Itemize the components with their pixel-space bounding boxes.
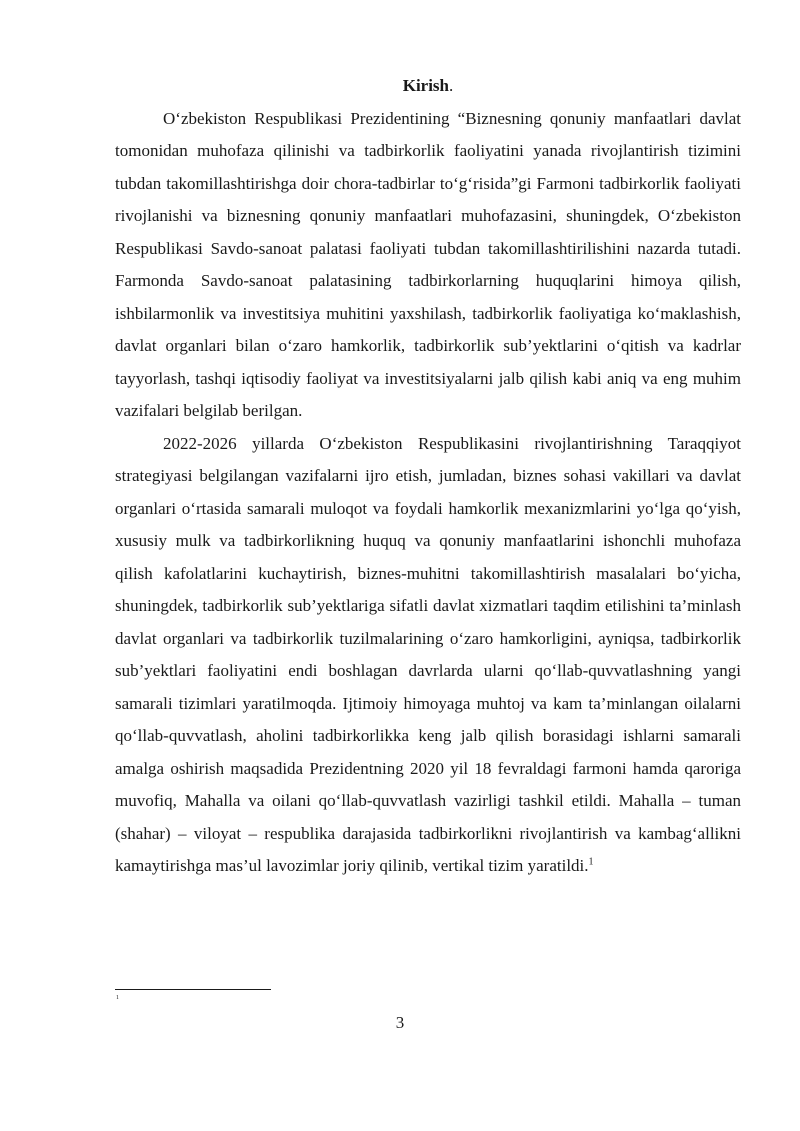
paragraph-2 [115, 428, 741, 883]
section-heading [115, 70, 741, 103]
page-number: 3 [395, 1013, 405, 1032]
paragraph-1: O‘zbekiston Respublikasi Prezidentining “Biznesning qonuniy manfaatlari davlat tomonidan muhofaza qilinishi va tadbirkorlik faoliyatini yanada rivojlantirish tizimini tubdan takomillashtirishga doir chora-tadbirlar to‘g‘risida”gi Farmoni tadbirkorlik faoliyati rivojlanishi va biznesning qonuniy manfaatlari muhofazasini, shuningdek, O‘zbekiston Respublikasi Savdo-sanoat palatasi faoliyati tubdan takomillashtirilishini nazarda tutadi. Farmonda Savdo-sanoat palatasining tadbirkorlarning huquqlarini himoya qilish, ishbilarmonlik va investitsiya muhitini yaxshilash, tadbirkorlik faoliyatiga ko‘maklashish, davlat organlari bilan o‘zaro hamkorlik, tadbirkorlik sub’yektlarini o‘qitish va kadrlar tayyorlash, tashqi iqtisodiy faoliyat va investitsiyalarni jalb qilish kabi aniq va eng muhim vazifalari belgilab berilgan. [115, 108, 741, 420]
paragraph-2-text: 2022-2026 yillarda O‘zbekiston Respublikasini rivojlantirishning Taraqqiyot strategiyasi belgilangan vazifalarni ijro etish, jumladan, biznes sohasi vakillari va davlat organlari o‘rtasida samarali muloqot va foydali hamkorlik mexanizmlarini yo‘lga qo‘yish, xususiy mulk va tadbirkorlikning huquq va qonuniy manfaatlarini ishonchli muhofaza qilish kafolatlarini kuchaytirish, biznes-muhitni takomillashtirish masalalari bo‘yicha, shuningdek, tadbirkorlik sub’yektlariga sifatli davlat xizmatlari taqdim etilishini ta’minlash davlat organlari va tadbirkorlik tuzilmalarining o‘zaro hamkorligini, ayniqsa, tadbirkorlik sub’yektlari faoliyatini endi boshlagan davrlarda ularni qo‘llab-quvvatlashning yangi samarali tizimlari yaratilmoqda. Ijtimoiy himoyaga muhtoj va kam ta’minlangan oilalarni qo‘llab-quvvatlash, aholini tadbirkorlikka keng jalb qilish borasidagi ishlarni samarali amalga oshirish maqsadida Prezidentning 2020 yil 18 fevraldagi farmoni hamda qaroriga muvofiq, Mahalla va oilani qo‘llab-quvvatlash vazirligi tashkil etildi. Mahalla – tuman (shahar) – viloyat – respublika darajasida tadbirkorlikni rivojlantirish va kambag‘allikni kamaytirishga mas’ul lavozimlar joriy qilinib, vertikal tizim yaratildi. [115, 433, 741, 875]
footnote-separator [115, 989, 271, 990]
footnote-number: 1 [116, 995, 119, 1001]
heading-title: Kirish [402, 76, 450, 95]
heading-period: . [449, 76, 454, 95]
footnote-reference[interactable]: 1 [588, 856, 594, 868]
document-body [115, 70, 741, 883]
